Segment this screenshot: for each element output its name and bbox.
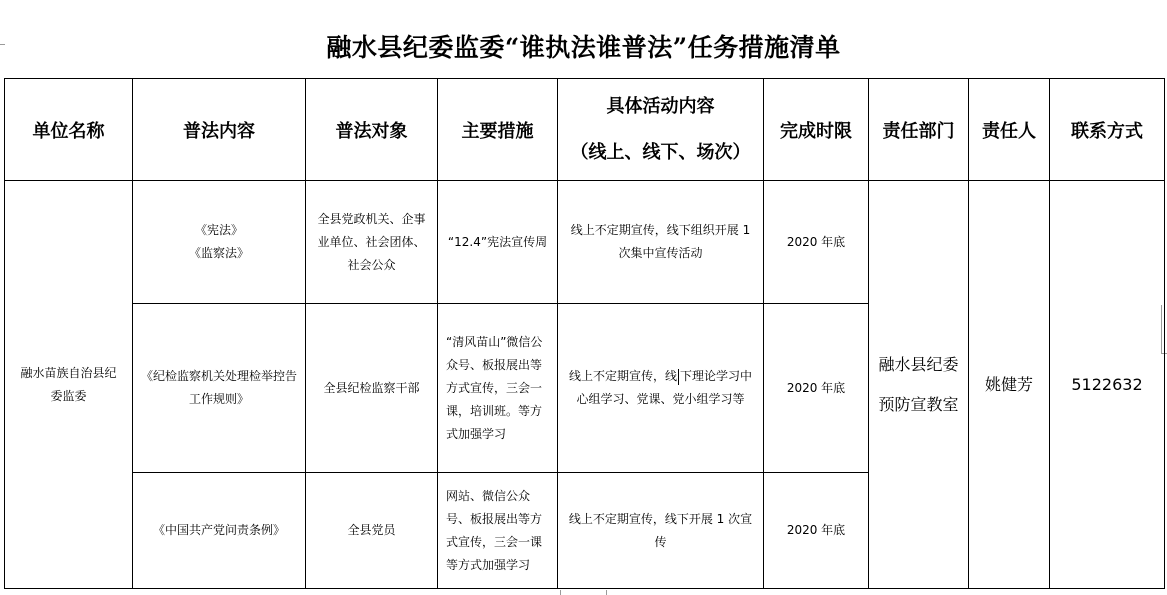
target-cell: 全县纪检监察干部 — [306, 304, 438, 473]
content-item: 《宪法》 — [194, 223, 243, 237]
unit-name-cell: 融水苗族自治县纪委监委 — [5, 181, 133, 589]
contact-cell: 5122632 — [1050, 181, 1165, 589]
content-cell — [133, 473, 306, 589]
header-deadline: 完成时限 — [764, 79, 869, 181]
header-row — [5, 79, 1165, 181]
department-line: 融水县纪委 — [878, 354, 959, 374]
measures-cell: 网站、微信公众号、板报展出等方式宣传，三会一课等方式加强学习 — [438, 473, 558, 589]
activity-text-part: 线上不定期宣传，线 — [568, 369, 677, 383]
header-unit: 单位名称 — [5, 79, 133, 181]
content-cell — [133, 181, 306, 304]
header-activity — [558, 79, 764, 181]
content-item: 《中国共产党问责条例》 — [152, 523, 285, 537]
bottom-margin-mark — [560, 590, 607, 595]
target-cell: 全县党员 — [306, 473, 438, 589]
deadline-cell: 2020 年底 — [764, 304, 869, 473]
measures-cell: “清风苗山”微信公众号、板报展出等方式宣传，三会一课，培训班。等方式加强学习 — [438, 304, 558, 473]
content-item: 《监察法》 — [188, 246, 249, 260]
left-margin-mark — [0, 44, 5, 45]
header-content: 普法内容 — [133, 79, 306, 181]
activity-text-part: 下理论学习中心组学习、党课、党小组学习等 — [576, 369, 753, 406]
header-person: 责任人 — [969, 79, 1050, 181]
content-cell — [133, 304, 306, 473]
person-cell: 姚健芳 — [969, 181, 1050, 589]
measures-cell: “12.4”宪法宣传周 — [438, 181, 558, 304]
header-activity-line2: （线上、线下、场次） — [570, 141, 751, 163]
department-line: 预防宣教室 — [878, 394, 959, 414]
deadline-cell: 2020 年底 — [764, 473, 869, 589]
activity-cell: 线上不定期宣传，线下组织开展 1 次集中宣传活动 — [558, 181, 764, 304]
deadline-cell: 2020 年底 — [764, 181, 869, 304]
task-table — [4, 78, 1165, 589]
table-row — [5, 181, 1165, 304]
target-cell: 全县党政机关、企事业单位、社会团体、社会公众 — [306, 181, 438, 304]
header-department: 责任部门 — [869, 79, 969, 181]
content-item: 《纪检监察机关处理检举控告工作规则》 — [140, 369, 297, 406]
page-title: 融水县纪委监委“谁执法谁普法”任务措施清单 — [326, 33, 841, 62]
header-contact: 联系方式 — [1050, 79, 1165, 181]
header-measures: 主要措施 — [438, 79, 558, 181]
activity-cell: 线上不定期宣传，线下开展 1 次宣传 — [558, 473, 764, 589]
text-cursor — [678, 369, 679, 385]
header-activity-line1: 具体活动内容 — [606, 95, 715, 117]
activity-cell — [558, 304, 764, 473]
header-target: 普法对象 — [306, 79, 438, 181]
department-cell — [869, 181, 969, 589]
